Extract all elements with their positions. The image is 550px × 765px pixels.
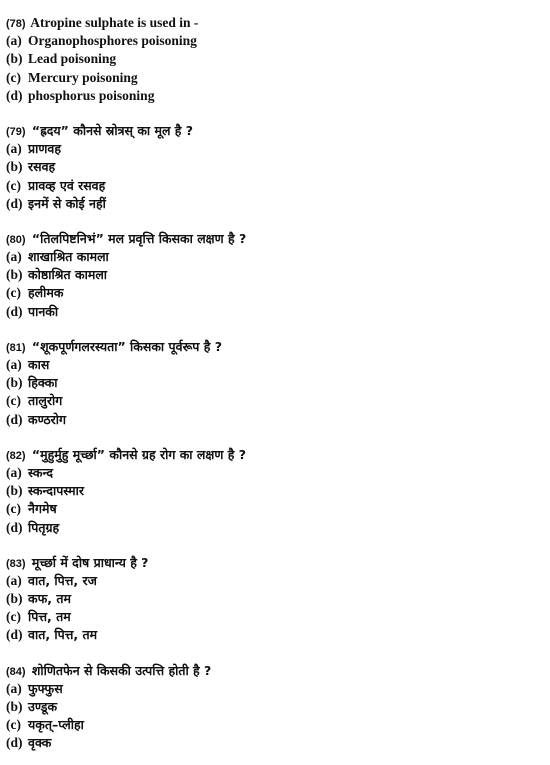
option-text: वात, पित्त, रज [28,572,97,588]
option-text: Organophosphores poisoning [28,33,197,49]
option-text: वात, पित्त, तम [28,627,98,643]
option-text: कण्ठरोग [28,411,67,427]
option-text: हलीमक [28,285,64,301]
question-number: (83) [6,557,26,570]
option-text: शाखाश्रित कामला [28,249,109,265]
option-c [6,500,542,518]
option-text: वृक्क [28,735,52,751]
option-text: कफ, तम [28,591,71,607]
option-text: स्कन्दापस्मार [28,483,84,499]
option-b [6,158,542,176]
option-text: प्राणवह [28,141,61,157]
option-a [6,248,542,266]
question-text: “मुहुर्मुहु मूर्च्छा” कौनसे ग्रह रोग का लक्षण है ? [31,446,246,462]
option-letter: (d) [6,87,23,103]
question-82 [6,446,542,537]
option-text: नैगमेष [28,501,57,517]
question-stem [6,662,542,680]
option-letter: (c) [6,69,21,85]
question-83 [6,554,542,645]
option-letter: (a) [6,572,22,588]
question-79 [6,122,542,213]
option-c [6,69,542,87]
option-text: यकृत्–प्लीहा [28,717,84,733]
question-text: “तिलपिष्टनिभं” मल प्रवृत्ति किसका लक्षण है ? [31,230,247,246]
question-stem [6,230,542,248]
option-letter: (c) [6,501,21,517]
option-letter: (a) [6,357,22,372]
option-a [6,680,542,698]
option-b [6,698,542,716]
option-b [6,590,542,608]
option-letter: (d) [6,735,23,751]
option-d [6,519,542,537]
option-a [6,572,542,590]
option-text: हिक्का [28,375,58,391]
option-text: Lead poisoning [28,51,117,67]
question-text: “ह्रदय” कौनसे स्रोत्रस् का मूल है ? [31,122,194,138]
option-letter: (d) [6,303,23,319]
question-text: शोणितफेन से किसकी उत्पत्ति होती है ? [31,662,212,678]
question-78 [6,14,542,105]
option-letter: (d) [6,519,23,535]
option-text: phosphorus poisoning [28,87,155,103]
question-81 [6,338,542,429]
option-b [6,374,542,392]
option-c [6,716,542,734]
option-letter: (b) [6,51,23,67]
option-letter: (c) [6,609,21,625]
question-text: “शूकपूर्णगलरस्यता” किसका पूर्वरूप है ? [31,338,222,354]
option-letter: (d) [6,195,23,211]
option-letter: (c) [6,285,21,301]
option-a [6,32,542,50]
option-letter: (b) [6,159,23,175]
option-d [6,87,542,105]
option-letter: (c) [6,177,21,193]
option-c [6,177,542,195]
option-letter: (b) [6,375,23,391]
question-number: (81) [6,341,26,354]
option-text: पितृग्रह [28,519,60,535]
option-text: Mercury poisoning [28,69,138,85]
option-text: स्कन्द [28,464,53,480]
question-number: (84) [6,665,26,678]
question-number: (80) [6,233,26,246]
option-d [6,303,542,321]
option-a [6,140,542,158]
option-letter: (b) [6,483,23,499]
option-a [6,356,542,374]
option-letter: (a) [6,141,22,157]
option-text: कोष्ठाश्रित कामला [28,267,108,283]
question-stem [6,446,542,464]
question-text: मूर्च्छा में दोष प्राधान्य है ? [31,554,149,570]
option-b [6,482,542,500]
option-text: फुफ्फुस [28,680,63,696]
option-letter: (c) [6,393,21,409]
option-b [6,50,542,68]
option-d [6,626,542,644]
option-c [6,608,542,626]
option-letter: (b) [6,267,23,283]
option-d [6,734,542,752]
option-letter: (a) [6,33,22,49]
question-number: (82) [6,449,26,462]
question-list [6,14,542,753]
option-text: रसवह [28,159,56,175]
option-letter: (a) [6,249,22,265]
question-stem [6,554,542,572]
option-letter: (d) [6,627,23,643]
question-stem [6,338,542,356]
question-84 [6,662,542,753]
option-text: इनमें से कोई नहीं [28,195,106,211]
option-letter: (b) [6,591,23,607]
option-a [6,464,542,482]
option-b [6,266,542,284]
option-text: उण्डूक [28,699,58,714]
option-letter: (c) [6,717,21,733]
option-d [6,195,542,213]
option-c [6,284,542,302]
question-stem [6,14,542,32]
option-letter: (d) [6,411,23,427]
option-text: पित्त, तम [28,609,71,625]
option-text: प्रावव्ह एवं रसवह [28,177,106,193]
question-text: Atropine sulphate is used in - [30,15,199,30]
question-stem [6,122,542,140]
option-text: कास [28,357,50,372]
option-letter: (a) [6,680,22,696]
option-c [6,392,542,410]
option-letter: (b) [6,699,23,714]
option-text: पानकी [28,303,59,319]
question-80 [6,230,542,321]
option-text: तालुरोग [28,393,63,409]
option-letter: (a) [6,464,22,480]
question-number: (79) [6,125,26,138]
option-d [6,411,542,429]
question-number: (78) [6,18,26,30]
